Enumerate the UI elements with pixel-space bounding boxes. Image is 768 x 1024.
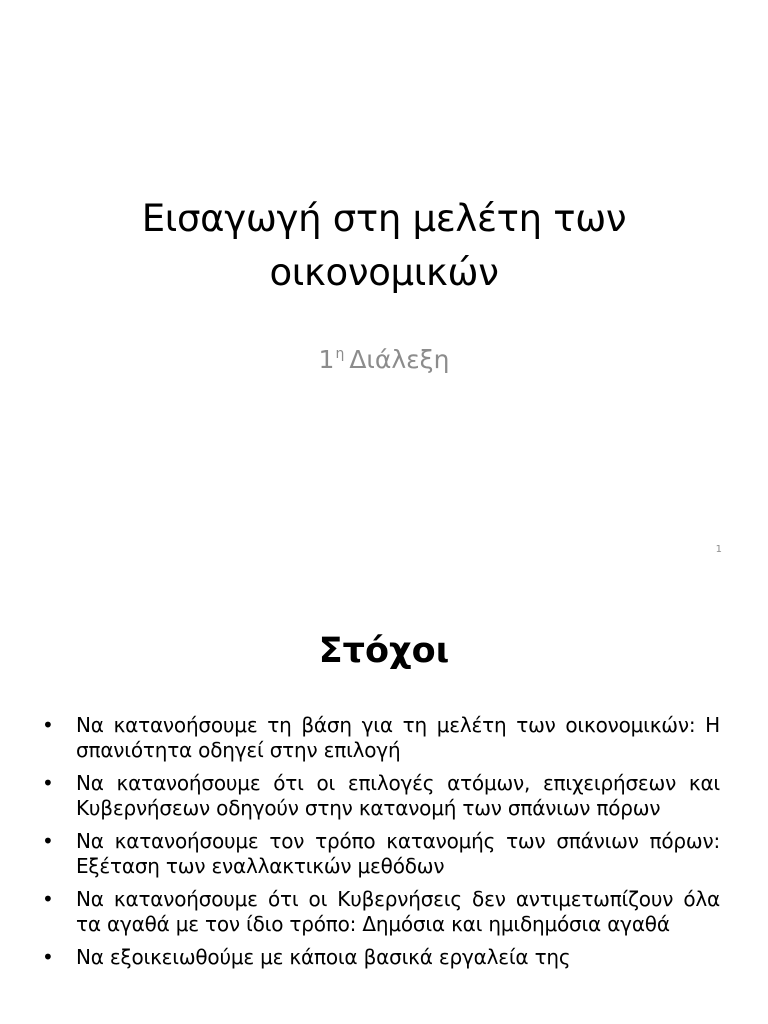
list-item (42, 713, 720, 763)
list-item (42, 829, 720, 879)
presentation-title-line-1: Εισαγωγή στη μελέτη των (141, 197, 627, 240)
list-item (42, 945, 720, 970)
list-item-text: Να κατανοήσουμε τη βάση για τη μελέτη των οικονομικών: Η σπανιότητα οδηγεί στην επιλογή (76, 713, 720, 762)
bullet-icon: • (42, 771, 54, 795)
bullet-icon: • (42, 945, 54, 969)
list-item-text: Να κατανοήσουμε ότι οι Κυβερνήσεις δεν αντιμετωπίζουν όλα τα αγαθά με τον ίδιο τρόπο: Δημόσια και ημιδημόσια αγαθά (76, 887, 720, 936)
bullet-icon: • (42, 887, 54, 911)
bullet-icon: • (42, 713, 54, 737)
presentation-title (90, 192, 678, 300)
list-item-text: Να κατανοήσουμε ότι οι επιλογές ατόμων, επιχειρήσεων και Κυβερνήσεων οδηγούν στην κατανομή των σπάνιων πόρων (76, 771, 720, 820)
slide-number: 1 (715, 544, 722, 555)
lecture-label: Διάλεξη (349, 345, 450, 374)
lecture-ordinal-superscript: η (335, 346, 345, 362)
list-item (42, 771, 720, 821)
lecture-subtitle (90, 336, 678, 378)
presentation-title-line-2: οικονομικών (269, 251, 499, 294)
list-item (42, 887, 720, 937)
list-item-text: Να κατανοήσουμε τον τρόπο κατανομής των σπάνιων πόρων: Εξέταση των εναλλακτικών μεθόδων (76, 829, 720, 878)
objectives-list (42, 713, 720, 978)
objectives-slide (0, 576, 768, 1024)
bullet-icon: • (42, 829, 54, 853)
objectives-title: Στόχοι (318, 631, 450, 671)
lecture-number: 1 (318, 345, 335, 374)
list-item-text: Να εξοικειωθούμε με κάποια βασικά εργαλεία της (76, 945, 571, 969)
